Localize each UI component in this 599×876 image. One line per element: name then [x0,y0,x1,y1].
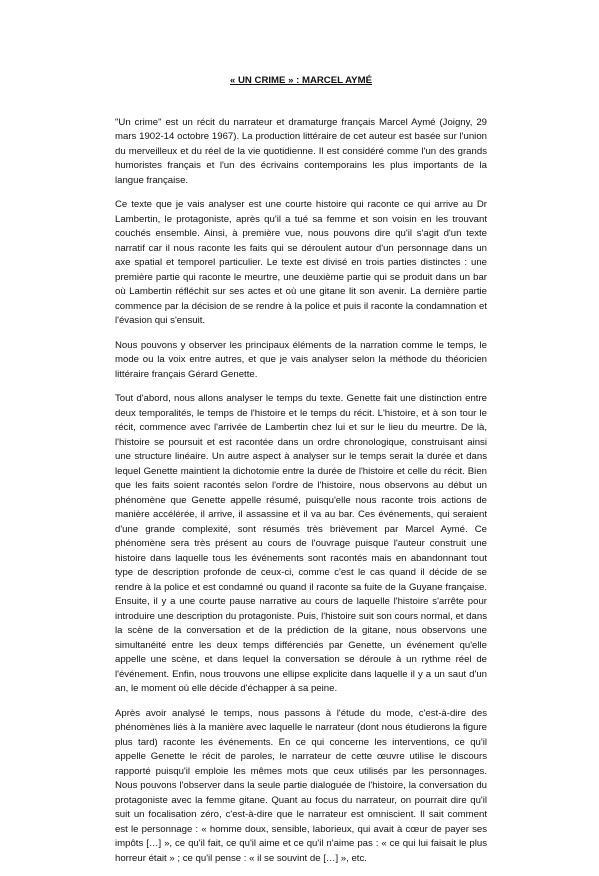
paragraph-mode: Après avoir analysé le temps, nous passons à l'étude du mode, c'est-à-dire des phénomènes liés à la manière avec laquelle le narrateur (dont nous étudierons la figure plus tard) raconte les événements. En ce qui concerne les interventions, ce qu'il appelle Genette le récit de paroles, le narrateur de cette œuvre utilise le discours rapporté puisqu'il emploie les mêmes mots que ceux utilisés par les personnages. Nous pouvons l'observer dans la seule partie dialoguée de l'histoire, la conversation du protagoniste avec la femme gitane. Quant au focus du narrateur, on pourrait dire qu'il suit un focalisation zéro, c'est-à-dire que le narrateur est omniscient. Il sait comment est le personnage : « homme doux, sensible, laborieux, qui avait à cœur de payer ses impôts […] », ce qu'il fait, ce qu'il aime et ce qu'il n'aime pas : « ce qui lui faisait le plus horreur était » ; ce qu'il pense : « il se souvint de […] », etc. [115,707,487,864]
paragraph-intro: "Un crime" est un récit du narrateur et dramaturge français Marcel Aymé (Joigny, 29 mars 1902-14 octobre 1967). La production littéraire de cet auteur est basée sur l'union du merveilleux et du réel de la vie quotidienne. Il est considéré comme l'un des grands humoristes français et l'un des écrivains contemporains les plus importants de la langue française. [115,116,487,186]
paragraph-time: Tout d'abord, nous allons analyser le temps du texte. Genette fait une distinction entre deux temporalités, le temps de l'histoire et le temps du récit. L'histoire, et à son tour le récit, commence avec l'arrivée de Lambertin chez lui et sur le lieu du meurtre. De là, l'histoire se poursuit et est racontée dans un ordre chronologique, construisant ainsi une structure linéaire. Un autre aspect à analyser sur le temps serait la durée et dans lequel Genette maintient la dichotomie entre la durée de l'histoire et celle du récit. Bien que les faits soient racontés selon l'ordre de l'histoire, nous observons au début un phénomène que Genette appelle résumé, puisqu'elle nous raconte trois actions de manière accélérée, il arrive, il assassine et il va au bar. Ces événements, qui seraient d'une grande complexité, sont résumés très brièvement par Marcel Aymé. Ce phénomène sera très présent au cours de l'ouvrage puisque l'auteur construit une histoire dans laquelle tous les événements sont racontés mais en abandonnant tout type de description profonde de ceux-ci, comme c'est le cas quand il décide de se rendre à la police et est condamné ou quand il raconte sa fuite de la Guyane française. Ensuite, il y a une courte pause narrative au cours de laquelle l'histoire s'arrête pour introduire une description du protagoniste. Puis, l'histoire suit son cours normal, et dans la scène de la conversation et de la prédiction de la gitane, nous observons une simultanéité entre les deux temps différenciés par Genette, un événement qu'elle appelle une scène, et dans lequel la conversation se déroule à un rythme réel de l'événement. Enfin, nous trouvons une ellipse explicite dans laquelle il y a un saut d'un an, le moment où elle décide d'échapper à sa peine. [115,393,487,694]
document-page [115,74,487,876]
paragraph-method: Nous pouvons y observer les principaux éléments de la narration comme le temps, le mode ou la voix entre autres, et que je vais analyser selon la méthode du théoricien littéraire français Gérard Genette. [115,339,487,380]
paragraph-summary: Ce texte que je vais analyser est une courte histoire qui raconte ce qui arrive au Dr Lambertin, le protagoniste, après qu'il a tué sa femme et son voisin en les trouvant couchés ensemble. Ainsi, à première vue, nous pouvons dire qu'il s'agit d'un texte narratif car il nous raconte les faits qui se déroulent autour d'un personnage dans un axe spatial et temporel particulier. Le texte est divisé en trois parties distinctes : une première partie qui raconte le meurtre, une deuxième partie qui se produit dans un bar où Lambertin réfléchit sur ses actes et où une gitane lit son avenir. La dernière partie commence par la décision de se rendre à la police et puis il raconte la condamnation et l'évasion qui s'ensuit. [115,199,487,326]
document-title: « UN CRIME » : MARCEL AYMÉ [230,75,372,86]
